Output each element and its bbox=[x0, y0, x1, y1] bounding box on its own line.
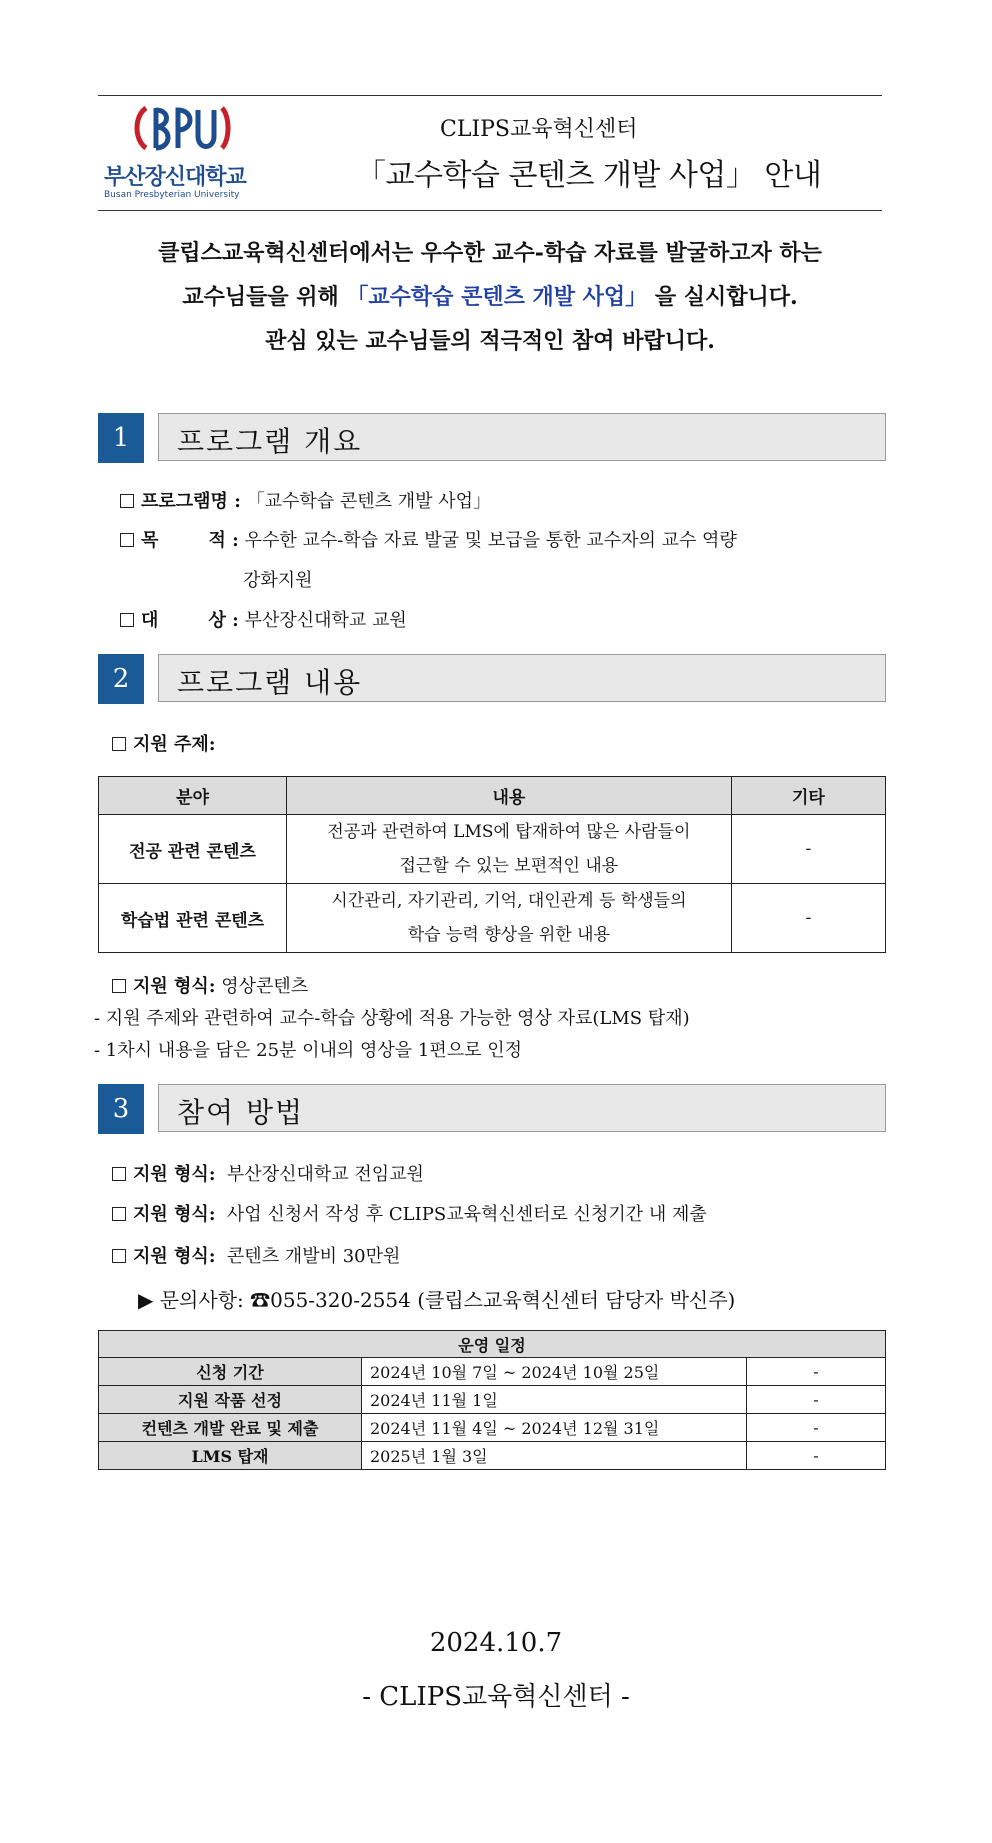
issuer-signature: - CLIPS교육혁신센터 - bbox=[362, 1682, 630, 1712]
row-content-line: 시간관리, 자기관리, 기억, 대인관계 등 학생들의 bbox=[331, 891, 687, 911]
intro-line-1: 클립스교육혁신센터에서는 우수한 교수-학습 자료를 발굴하고자 하는 bbox=[158, 240, 822, 266]
schedule-title-row bbox=[99, 1331, 886, 1358]
target-value: 부산장신대학교 교원 bbox=[244, 610, 407, 631]
checkbox-icon bbox=[120, 613, 134, 627]
schedule-label: 컨텐츠 개발 완료 및 제출 bbox=[99, 1414, 362, 1442]
eligibility-value: 부산장신대학교 전임교원 bbox=[226, 1164, 424, 1185]
logo-university-english: Busan Presbyterian University bbox=[104, 190, 240, 200]
schedule-label: 신청 기간 bbox=[99, 1358, 362, 1386]
program-name-row bbox=[120, 487, 491, 513]
section-2-number: 2 bbox=[98, 654, 144, 704]
schedule-etc: - bbox=[747, 1414, 886, 1442]
table-row bbox=[99, 1358, 886, 1386]
purpose-value-cont: 강화지원 bbox=[243, 570, 313, 591]
format-row bbox=[112, 972, 308, 998]
row-etc: - bbox=[731, 815, 885, 884]
checkbox-icon bbox=[112, 979, 126, 993]
col-header-field: 분야 bbox=[99, 777, 287, 815]
intro-line-2 bbox=[98, 280, 882, 311]
row-etc: - bbox=[731, 884, 885, 953]
section-3-title: 참여 방법 bbox=[177, 1096, 305, 1129]
target-row bbox=[120, 606, 407, 632]
checkbox-icon bbox=[112, 1207, 126, 1221]
purpose-row bbox=[120, 526, 737, 552]
funding-row bbox=[112, 1242, 400, 1268]
table-header-row bbox=[99, 777, 886, 815]
table-row bbox=[99, 884, 886, 953]
schedule-date: 2024년 11월 4일 ~ 2024년 12월 31일 bbox=[362, 1414, 747, 1442]
section-2-header bbox=[158, 654, 886, 702]
purpose-label: 목 적 : bbox=[141, 530, 239, 551]
program-name-value: 「교수학습 콘텐츠 개발 사업」 bbox=[246, 491, 492, 512]
row-field: 전공 관련 콘텐츠 bbox=[99, 815, 287, 884]
program-name-label: 프로그램명 : bbox=[141, 491, 241, 512]
purpose-value: 우수한 교수-학습 자료 발굴 및 보급을 통한 교수자의 교수 역량 bbox=[244, 530, 737, 551]
funding-value: 콘텐츠 개발비 30만원 bbox=[226, 1246, 401, 1267]
checkbox-icon bbox=[112, 737, 126, 751]
target-label: 대 상 : bbox=[141, 610, 239, 631]
intro-line-3: 관심 있는 교수님들의 적극적인 참여 바랍니다. bbox=[265, 328, 715, 354]
format-note-2: - 1차시 내용을 담은 25분 이내의 영상을 1편으로 인정 bbox=[94, 1040, 523, 1061]
schedule-date: 2024년 11월 1일 bbox=[362, 1386, 747, 1414]
schedule-label: 지원 작품 선정 bbox=[99, 1386, 362, 1414]
row-content-line: 학습 능력 향상을 위한 내용 bbox=[407, 925, 611, 945]
format-value: 영상콘텐츠 bbox=[221, 976, 309, 997]
section-1-number: 1 bbox=[98, 413, 144, 463]
section-3-header bbox=[158, 1084, 886, 1132]
university-logo bbox=[104, 102, 244, 202]
center-name: CLIPS교육혁신센터 bbox=[440, 117, 638, 142]
row-content bbox=[287, 884, 732, 953]
topic-label: 지원 주제: bbox=[133, 734, 216, 755]
schedule-label: LMS 탑재 bbox=[99, 1442, 362, 1470]
issue-date: 2024.10.7 bbox=[429, 1628, 563, 1658]
checkbox-icon bbox=[120, 533, 134, 547]
checkbox-icon bbox=[112, 1249, 126, 1263]
intro-program-name: 「교수학습 콘텐츠 개발 사업」 bbox=[346, 284, 648, 310]
application-label: 지원 형식: bbox=[133, 1204, 216, 1225]
table-row bbox=[99, 815, 886, 884]
schedule-etc: - bbox=[747, 1386, 886, 1414]
application-value: 사업 신청서 작성 후 CLIPS교육혁신센터로 신청기간 내 제출 bbox=[226, 1204, 707, 1225]
application-row bbox=[112, 1200, 707, 1226]
eligibility-label: 지원 형식: bbox=[133, 1164, 216, 1185]
funding-label: 지원 형식: bbox=[133, 1246, 216, 1267]
intro-line-2-pre: 교수님들을 위해 bbox=[182, 284, 347, 310]
schedule-etc: - bbox=[747, 1358, 886, 1386]
section-1-header bbox=[158, 413, 886, 461]
schedule-date: 2025년 1월 3일 bbox=[362, 1442, 747, 1470]
topic-table bbox=[98, 776, 886, 953]
table-row bbox=[99, 1414, 886, 1442]
table-row bbox=[99, 1442, 886, 1470]
header-top-rule bbox=[98, 95, 882, 96]
schedule-etc: - bbox=[747, 1442, 886, 1470]
schedule-table bbox=[98, 1330, 886, 1470]
col-header-content: 내용 bbox=[287, 777, 732, 815]
bpu-emblem-icon bbox=[132, 102, 232, 154]
col-header-etc: 기타 bbox=[731, 777, 885, 815]
intro-line-2-post: 을 실시합니다. bbox=[647, 284, 798, 310]
row-content-line: 전공과 관련하여 LMS에 탑재하여 많은 사람들이 bbox=[327, 822, 691, 842]
row-content-line: 접근할 수 있는 보편적인 내용 bbox=[399, 856, 619, 876]
section-1-title: 프로그램 개요 bbox=[177, 425, 363, 458]
section-2-title: 프로그램 내용 bbox=[177, 666, 363, 699]
format-note-1: - 지원 주제와 관련하여 교수-학습 상황에 적용 가능한 영상 자료(LMS 탑재) bbox=[94, 1008, 690, 1029]
row-field: 학습법 관련 콘텐츠 bbox=[99, 884, 287, 953]
row-content bbox=[287, 815, 732, 884]
eligibility-row bbox=[112, 1160, 424, 1186]
schedule-title: 운영 일정 bbox=[99, 1331, 886, 1358]
checkbox-icon bbox=[112, 1167, 126, 1181]
schedule-date: 2024년 10월 7일 ~ 2024년 10월 25일 bbox=[362, 1358, 747, 1386]
section-3-number: 3 bbox=[98, 1084, 144, 1134]
checkbox-icon bbox=[120, 494, 134, 508]
table-row bbox=[99, 1386, 886, 1414]
logo-university-name: 부산장신대학교 bbox=[104, 165, 246, 190]
contact-info: ▶ 문의사항: ☎055-320-2554 (클립스교육혁신센터 담당자 박신주) bbox=[138, 1288, 736, 1312]
format-label: 지원 형식: bbox=[133, 976, 216, 997]
topic-row bbox=[112, 730, 215, 756]
page-title: 「교수학습 콘텐츠 개발 사업」 안내 bbox=[356, 158, 822, 193]
header-bottom-rule bbox=[98, 210, 882, 211]
